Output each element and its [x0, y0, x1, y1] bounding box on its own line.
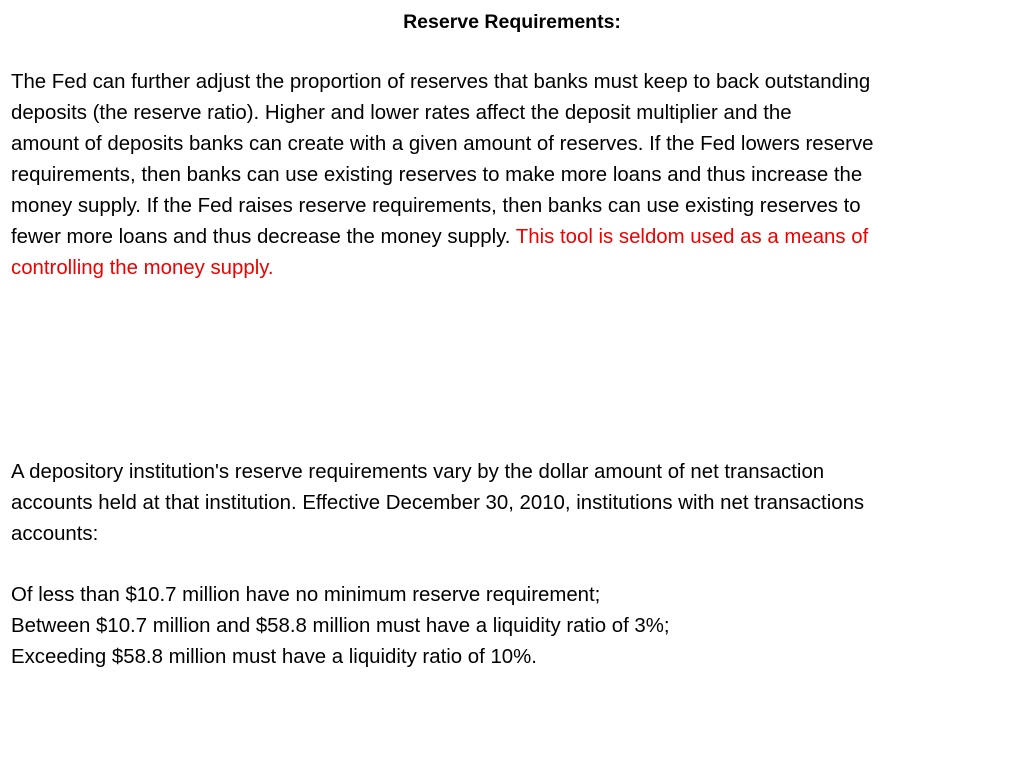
paragraph-line: The Fed can further adjust the proportion of reserves that banks must keep to back outstanding: [11, 71, 871, 93]
paragraph-line-mixed: [11, 222, 1011, 253]
requirement-item: Between $10.7 million and $58.8 million must have a liquidity ratio of 3%;: [11, 615, 670, 637]
reserve-ratio-paragraph: [11, 67, 1011, 284]
paragraph-line-text: fewer more loans and thus decrease the money supply.: [11, 226, 516, 248]
depository-paragraph: [11, 457, 1011, 550]
paragraph-line: money supply. If the Fed raises reserve requirements, then banks can use existing reserves to: [11, 195, 861, 217]
paragraph-line: accounts:: [11, 523, 99, 545]
requirements-list: [11, 580, 1011, 673]
requirement-item: Exceeding $58.8 million must have a liquidity ratio of 10%.: [11, 646, 537, 668]
requirement-item: Of less than $10.7 million have no minimum reserve requirement;: [11, 584, 601, 606]
paragraph-line: amount of deposits banks can create with a given amount of reserves. If the Fed lowers reserve: [11, 133, 874, 155]
highlight-text: controlling the money supply.: [11, 257, 274, 279]
paragraph-line: accounts held at that institution. Effective December 30, 2010, institutions with net transactions: [11, 492, 865, 514]
highlight-text: This tool is seldom used as a means of: [515, 226, 869, 248]
paragraph-line: requirements, then banks can use existing reserves to make more loans and thus increase the: [11, 164, 863, 186]
paragraph-line: deposits (the reserve ratio). Higher and lower rates affect the deposit multiplier and the: [11, 102, 792, 124]
slide-title: Reserve Requirements:: [403, 11, 621, 33]
paragraph-line: A depository institution's reserve requirements vary by the dollar amount of net transaction: [11, 461, 825, 483]
